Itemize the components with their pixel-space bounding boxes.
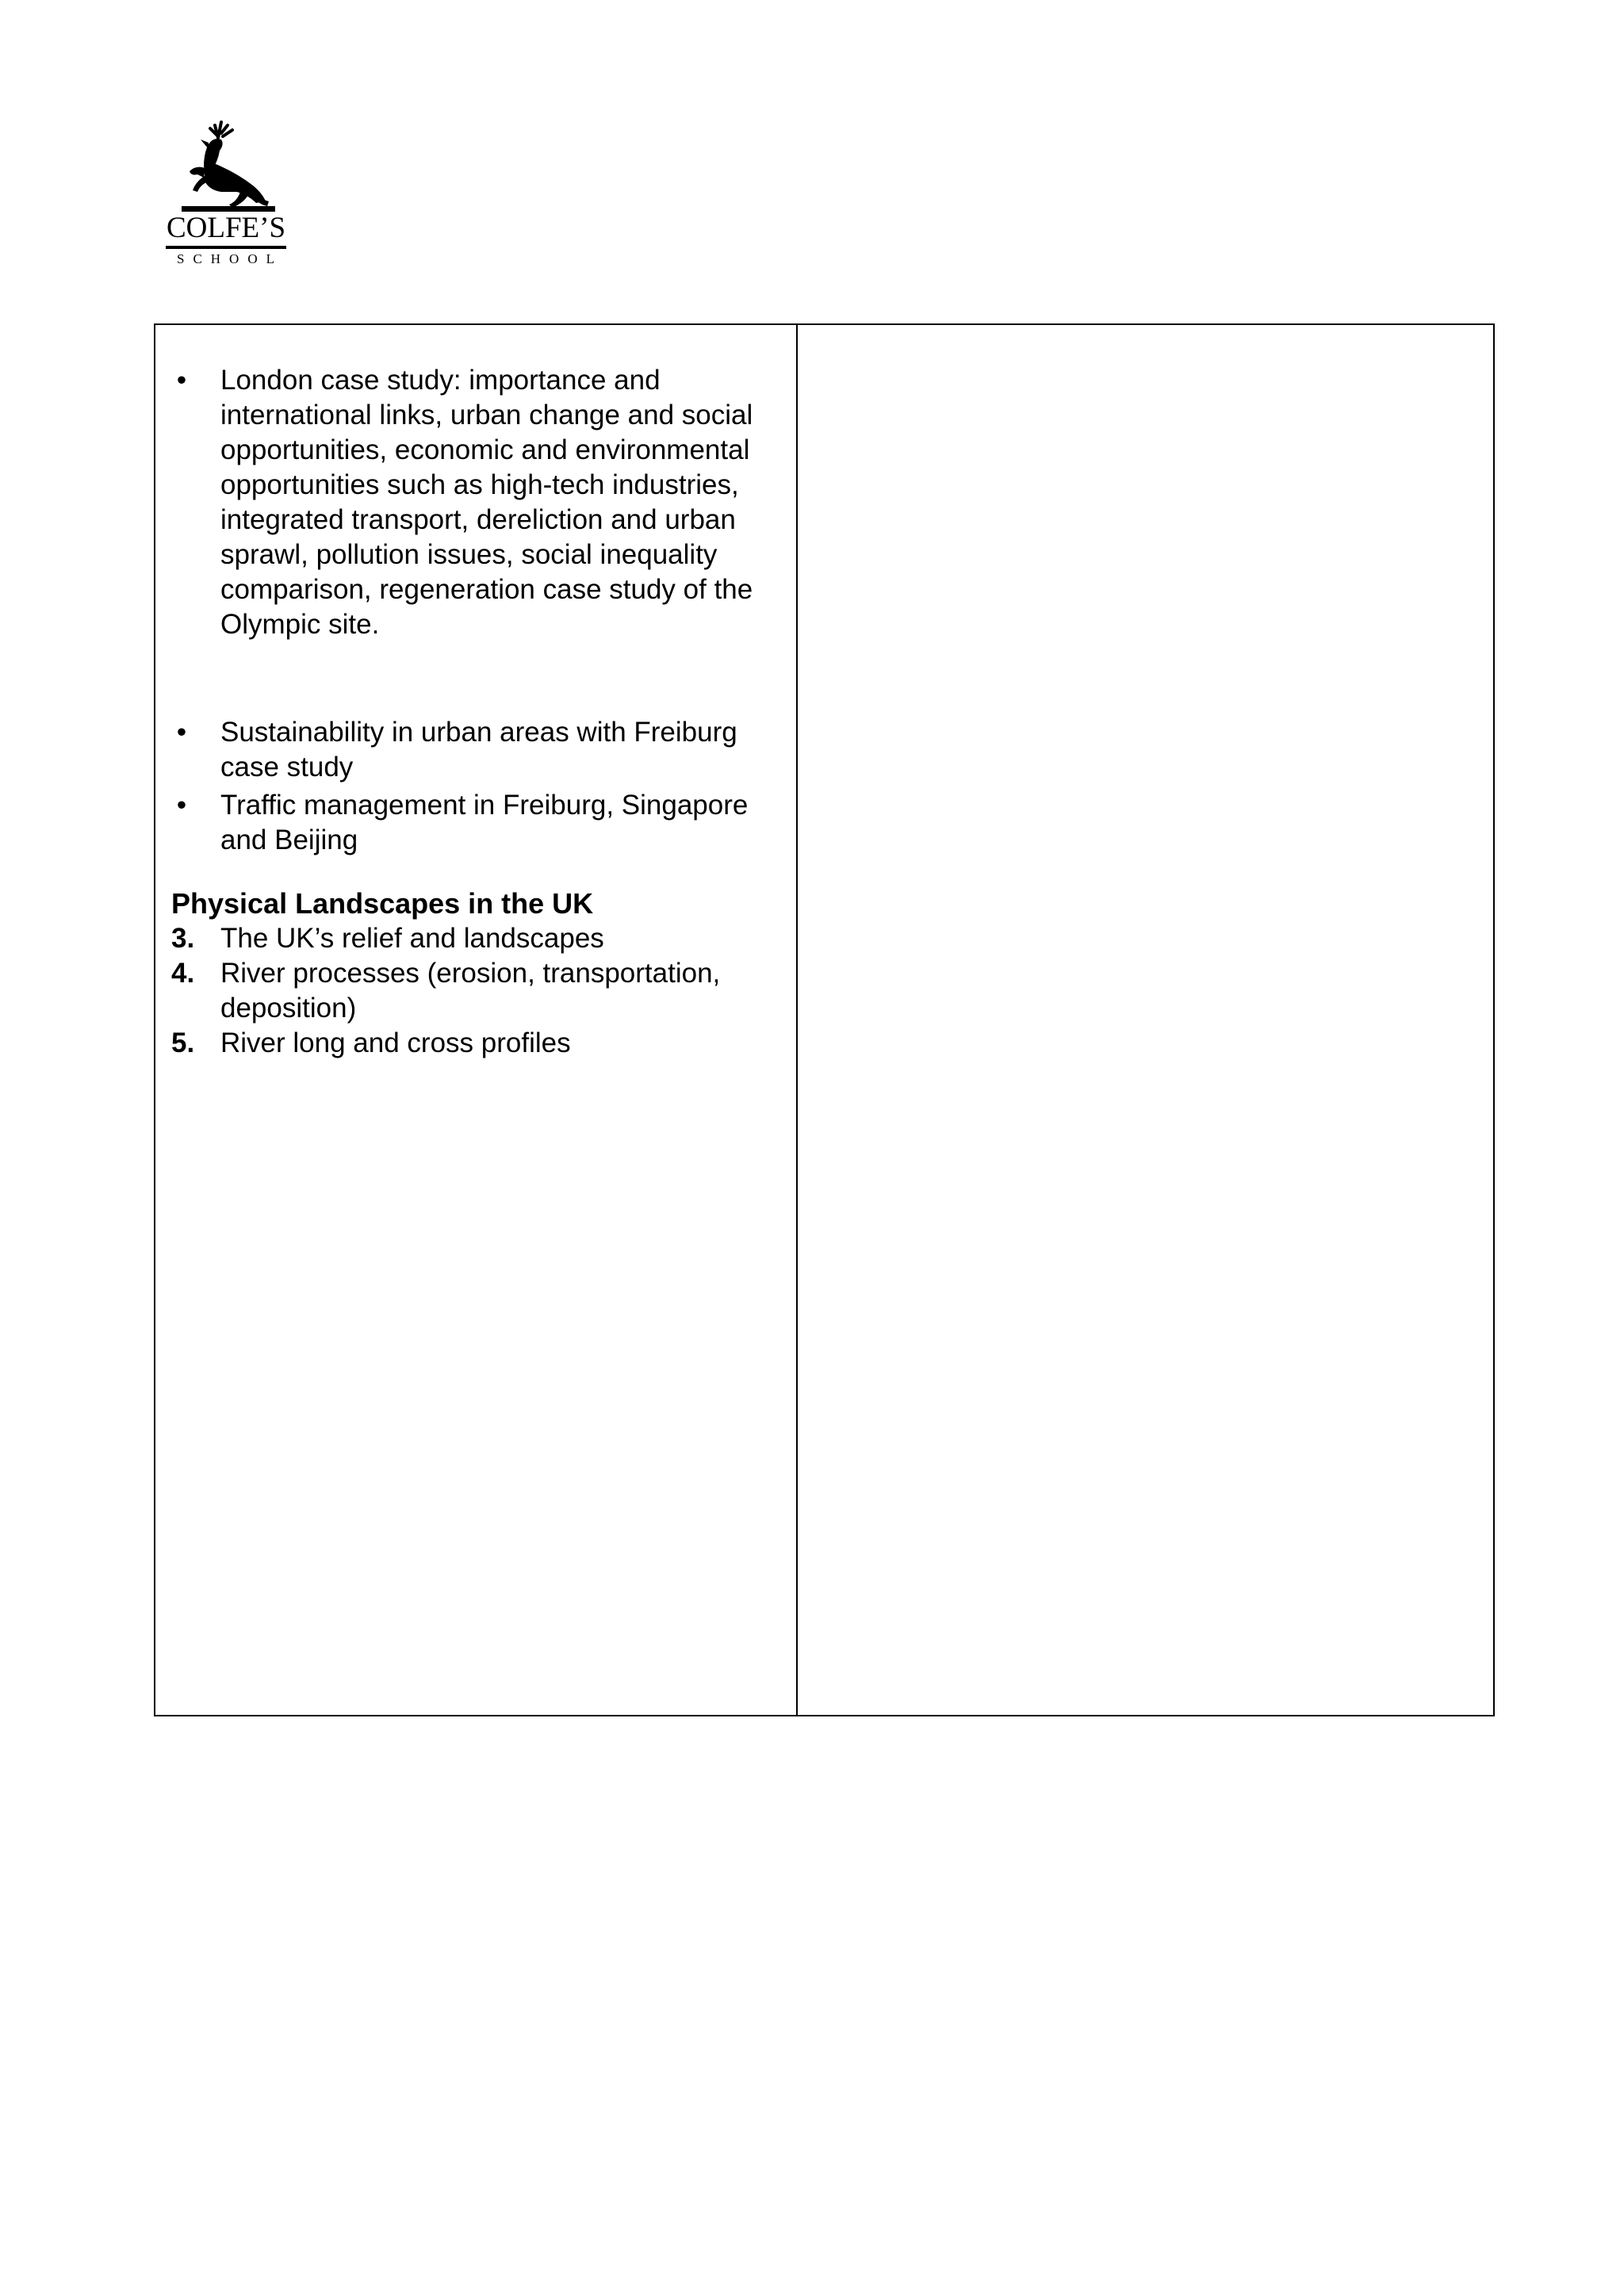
list-item [171,921,774,956]
table-right-cell [798,325,1493,1715]
list-item [171,715,774,785]
list-item-text: River processes (erosion, transportation, deposition) [220,958,721,1024]
bullet-glyph: • [176,717,187,748]
bullet-glyph: • [176,790,187,821]
table-left-cell [155,325,798,1715]
logo-wordmark: COLFE’S [166,212,286,244]
logo-divider [166,246,286,249]
item-number: 4. [171,958,195,989]
list-item [171,363,774,642]
list-item-text: London case study: importance and international links, urban change and social opportunities, economic and environmental opportunities such as high-tech industries, integrated transport, dereliction and urban sprawl, pollution issues, social inequality comparison, regeneration case study of the Olympic site. [220,365,753,640]
list-item-text: Sustainability in urban areas with Freiburg case study [220,717,737,783]
list-item [171,1026,774,1061]
leaping-stag-icon [177,119,280,212]
list-item-text: The UK’s relief and landscapes [220,923,604,954]
bullet-glyph: • [176,365,187,396]
school-logo [163,119,301,277]
logo-subtitle: SCHOOL [176,251,283,266]
list-item [171,788,774,858]
section-heading: Physical Landscapes in the UK [171,887,594,920]
bullet-list-urban [171,715,774,858]
list-item [171,956,774,1026]
content-table [154,323,1495,1716]
list-item-text: River long and cross profiles [220,1027,571,1058]
item-number: 3. [171,923,195,954]
bullet-list-london [171,363,774,642]
item-number: 5. [171,1027,195,1058]
numbered-list [171,921,774,1061]
list-item-text: Traffic management in Freiburg, Singapore and Beijing [220,790,749,855]
